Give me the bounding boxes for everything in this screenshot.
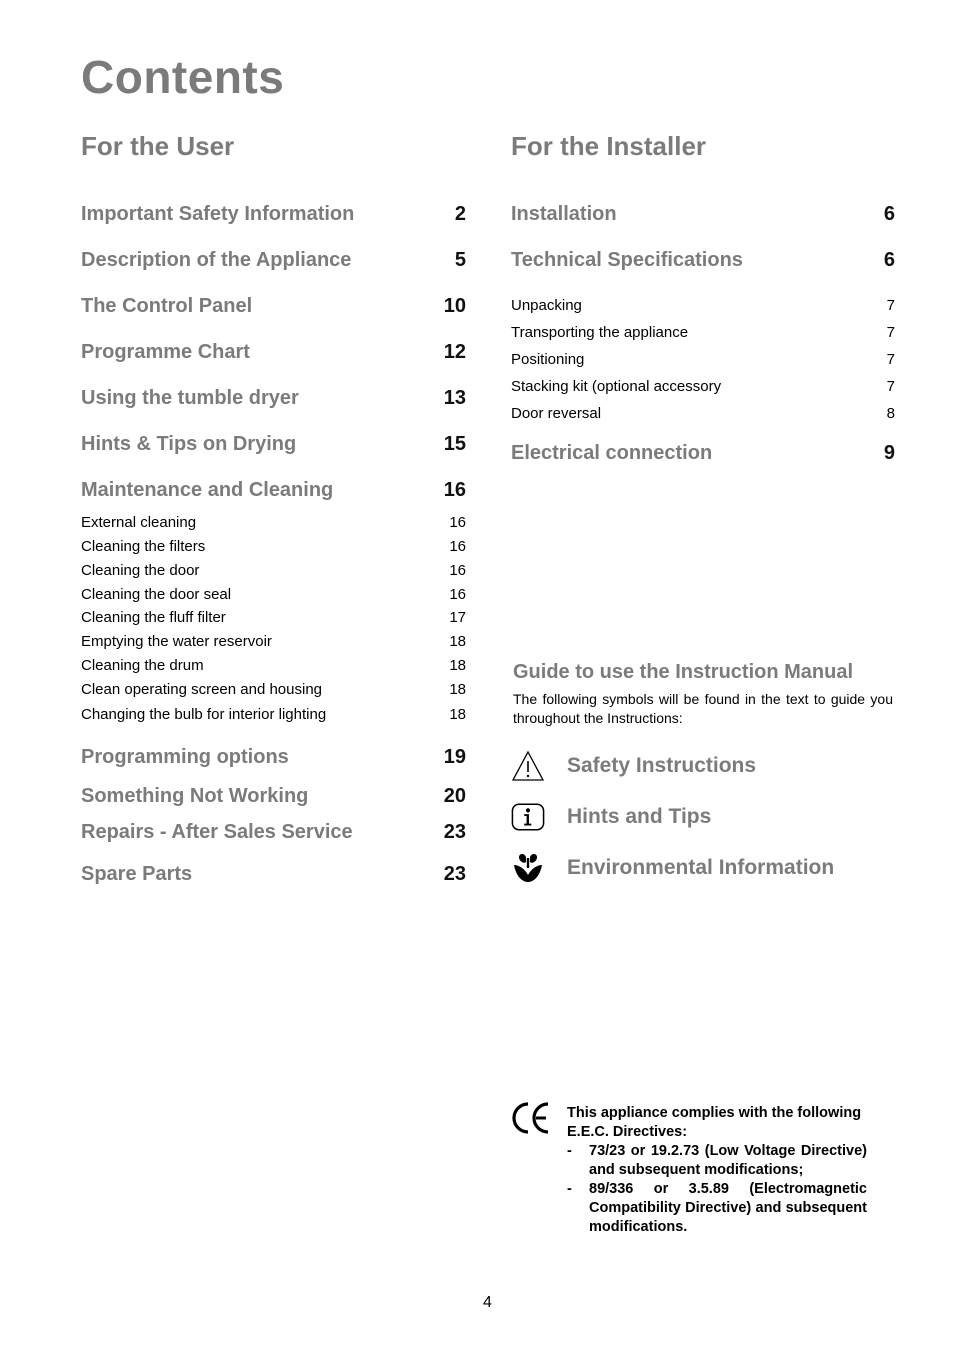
toc-entry[interactable] — [81, 746, 466, 769]
toc-subentry[interactable] — [511, 405, 895, 422]
toc-entry-label: Description of the Appliance — [81, 249, 352, 271]
toc-entry[interactable] — [81, 785, 466, 808]
toc-entry-label: Important Safety Information — [81, 203, 355, 225]
toc-subentry-label: Emptying the water reservoir — [81, 633, 272, 650]
toc-subentry-page: 16 — [449, 586, 466, 603]
toc-subentry-page: 18 — [449, 706, 466, 723]
toc-subentry-label: Door reversal — [511, 405, 602, 422]
toc-subentry-page: 8 — [886, 405, 895, 422]
symbol-label: Safety Instructions — [567, 754, 757, 777]
directive-item — [567, 1142, 867, 1180]
toc-subentry[interactable] — [81, 562, 466, 579]
toc-subentry-label: Positioning — [511, 351, 585, 368]
toc-subentry-page: 16 — [449, 514, 466, 531]
toc-entry-label: Programme Chart — [81, 341, 250, 363]
toc-entry[interactable] — [81, 203, 466, 226]
toc-entry-label: Using the tumble dryer — [81, 387, 299, 409]
toc-entry-page: 15 — [443, 433, 466, 455]
toc-entry[interactable] — [81, 433, 466, 456]
environment-flower-icon — [511, 851, 545, 885]
symbol-legend-item — [511, 800, 712, 834]
toc-entry-page: 12 — [443, 341, 466, 363]
symbol-legend-item — [511, 851, 835, 885]
toc-subentry-page: 18 — [449, 681, 466, 698]
directive-text: 89/336 or 3.5.89 (Electromagnetic Compatibility Directive) and subsequent modifications. — [589, 1181, 867, 1235]
toc-entry-label: Hints & Tips on Drying — [81, 433, 297, 455]
toc-subentry[interactable] — [511, 351, 895, 368]
directive-text: 73/23 or 19.2.73 (Low Voltage Directive) and subsequent modifications; — [589, 1143, 867, 1178]
toc-entry-page: 16 — [443, 479, 466, 501]
toc-entry[interactable] — [511, 249, 895, 272]
toc-entry[interactable] — [81, 249, 466, 272]
toc-subentry-label: Cleaning the filters — [81, 538, 206, 555]
toc-entry-page: 13 — [443, 387, 466, 409]
list-dash: - — [567, 1143, 572, 1159]
toc-subentry-label: Cleaning the door — [81, 562, 200, 579]
toc-entry-page: 6 — [883, 203, 895, 225]
toc-entry-page: 5 — [454, 249, 466, 271]
list-dash: - — [567, 1181, 572, 1197]
ce-mark-icon — [511, 1101, 551, 1140]
directive-item — [567, 1180, 867, 1237]
toc-entry[interactable] — [81, 479, 466, 502]
toc-entry[interactable] — [81, 387, 466, 410]
toc-entry[interactable] — [81, 295, 466, 318]
toc-subentry-page: 7 — [886, 324, 895, 341]
toc-subentry-label: External cleaning — [81, 514, 197, 531]
toc-subentry[interactable] — [81, 586, 466, 603]
toc-entry-label: Installation — [511, 203, 617, 225]
toc-subentry-page: 16 — [449, 562, 466, 579]
toc-subentry-page: 18 — [449, 633, 466, 650]
page-number: 4 — [483, 1294, 492, 1311]
toc-entry-page: 9 — [883, 442, 895, 464]
toc-entry-page: 6 — [883, 249, 895, 271]
toc-entry-page: 19 — [443, 746, 466, 768]
guide-text: The following symbols will be found in the text to guide you throughout the Instructions: — [513, 691, 893, 726]
toc-entry-page: 23 — [443, 863, 466, 885]
toc-subentry-label: Changing the bulb for interior lighting — [81, 706, 327, 723]
toc-subentry[interactable] — [81, 633, 466, 650]
toc-subentry-label: Transporting the appliance — [511, 324, 689, 341]
toc-entry-label: Something Not Working — [81, 785, 309, 807]
toc-subentry[interactable] — [81, 706, 466, 723]
toc-subentry-page: 7 — [886, 378, 895, 395]
symbol-label: Hints and Tips — [567, 805, 712, 828]
toc-entry-label: Electrical connection — [511, 442, 713, 464]
toc-entry-label: Maintenance and Cleaning — [81, 479, 334, 501]
compliance-statement — [567, 1104, 867, 1237]
toc-subentry-page: 18 — [449, 657, 466, 674]
toc-entry[interactable] — [511, 203, 895, 226]
toc-subentry[interactable] — [81, 538, 466, 555]
installer-section-heading: For the Installer — [511, 131, 707, 161]
toc-subentry[interactable] — [81, 681, 466, 698]
toc-subentry[interactable] — [511, 324, 895, 341]
toc-entry-label: Technical Specifications — [511, 249, 743, 271]
symbol-label: Environmental Information — [567, 856, 835, 879]
compliance-intro: This appliance complies with the following E.E.C. Directives: — [567, 1105, 862, 1140]
toc-subentry-page: 7 — [886, 351, 895, 368]
toc-subentry[interactable] — [81, 657, 466, 674]
symbol-legend-item — [511, 749, 757, 783]
toc-subentry-page: 16 — [449, 538, 466, 555]
toc-entry-label: Repairs - After Sales Service — [81, 821, 353, 843]
page-title: Contents — [81, 51, 285, 103]
toc-subentry-page: 17 — [449, 609, 466, 626]
toc-subentry-label: Stacking kit (optional accessory — [511, 378, 722, 395]
toc-entry-label: The Control Panel — [81, 295, 253, 317]
toc-subentry-label: Cleaning the door seal — [81, 586, 232, 603]
toc-subentry-label: Cleaning the fluff filter — [81, 609, 226, 626]
toc-entry[interactable] — [511, 442, 895, 465]
info-icon — [511, 800, 545, 834]
toc-subentry[interactable] — [81, 514, 466, 531]
toc-entry[interactable] — [81, 341, 466, 364]
toc-subentry-label: Cleaning the drum — [81, 657, 204, 674]
toc-entry[interactable] — [81, 821, 466, 844]
toc-subentry-label: Unpacking — [511, 297, 582, 314]
warning-triangle-icon — [511, 749, 545, 783]
toc-entry-page: 20 — [443, 785, 466, 807]
toc-subentry[interactable] — [511, 297, 895, 314]
toc-entry-page: 23 — [443, 821, 466, 843]
toc-entry-page: 10 — [443, 295, 466, 317]
toc-entry-page: 2 — [454, 203, 466, 225]
toc-entry[interactable] — [81, 863, 466, 886]
toc-entry-label: Programming options — [81, 746, 289, 768]
toc-subentry[interactable] — [81, 609, 466, 626]
toc-subentry[interactable] — [511, 378, 895, 395]
toc-subentry-label: Clean operating screen and housing — [81, 681, 323, 698]
toc-subentry-page: 7 — [886, 297, 895, 314]
user-section-heading: For the User — [81, 131, 235, 161]
toc-entry-label: Spare Parts — [81, 863, 193, 885]
guide-title: Guide to use the Instruction Manual — [513, 661, 854, 683]
